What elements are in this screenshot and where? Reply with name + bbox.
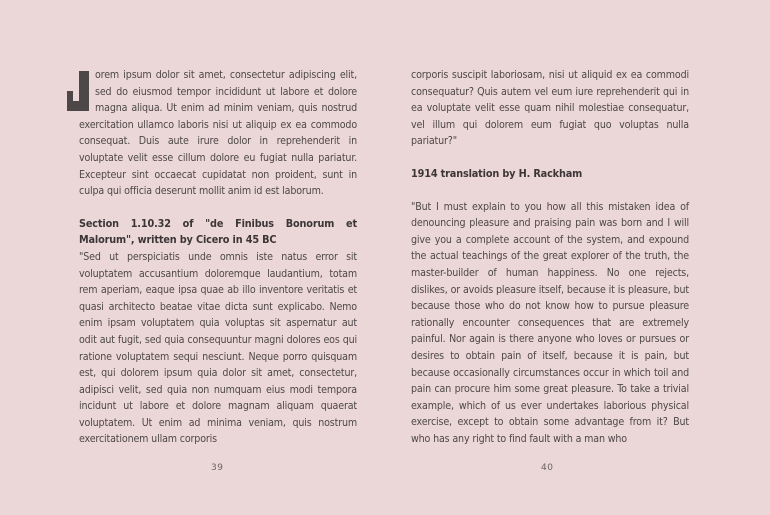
intro-paragraph: orem ipsum dolor sit amet, consectetur adipiscing elit, sed do eiusmod tempor incididunt ut labore et dolore magna aliqua. Ut enim ad minim veniam, quis nostrud exercitation ullamco laboris nisi ut aliquip ex ea commodo consequat. Duis aute irure dolor in reprehenderit in voluptate velit esse cillum dolore eu fugiat nulla pariatur. Excepteur sint occaecat cupidatat non proident, sunt in culpa qui officia deserunt mollit anim id est laborum. bbox=[79, 69, 357, 198]
right-page bbox=[411, 67, 689, 447]
translation-heading: 1914 translation by H. Rackham bbox=[411, 166, 583, 180]
dropcap-letter-graphic bbox=[67, 71, 89, 111]
translation-body: "But I must explain to you how all this mistaken idea of denouncing pleasure and praising pain was born and I will give you a complete account of the system, and expound the actual teachings of the great explorer of the truth, the master-builder of human happiness. No one rejects, dislikes, or avoids pleasure itself, because it is pleasure, but because those who do not know how to pursue pleasure rationally encounter consequences that are extremely painful. Nor again is there anyone who loves or pursues or desires to obtain pain of itself, because it is pain, but because occasionally circumstances occur in which toil and pain can procure him some great pleasure. To take a trivial example, which of us ever undertakes laborious physical exercise, except to obtain some advantage from it? But who has any right to find fault with a man who bbox=[411, 200, 689, 445]
section-body: "Sed ut perspiciatis unde omnis iste natus error sit voluptatem accusantium doloremque laudantium, totam rem aperiam, eaque ipsa quae ab illo inventore veritatis et quasi architecto beatae vitae dicta sunt explicabo. Nemo enim ipsam voluptatem quia voluptas sit aspernatur aut odit aut fugit, sed quia consequuntur magni dolores eos qui ratione voluptatem sequi nesciunt. Neque porro quisquam est, qui dolorem ipsum quia dolor sit amet, consectetur, adipisci velit, sed quia non numquam eius modi tempora incidunt ut labore et dolore magnam aliquam quaerat voluptatem. Ut enim ad minima veniam, quis nostrum exercitationem ullam corporis bbox=[79, 250, 357, 446]
left-page bbox=[79, 67, 357, 448]
page-number-left: 39 bbox=[211, 463, 224, 473]
page-number-right: 40 bbox=[541, 463, 554, 473]
continuation-paragraph: corporis suscipit laboriosam, nisi ut aliquid ex ea commodi consequatur? Quis autem vel eum iure reprehenderit qui in ea voluptate velit esse quam nihil molestiae consequatur, vel illum qui dolorem eum fugiat quo voluptas nulla pariatur?" bbox=[411, 69, 689, 148]
intro-paragraph-block bbox=[79, 67, 357, 200]
section-heading: Section 1.10.32 of "de Finibus Bonorum et Malorum", written by Cicero in 45 BC bbox=[79, 216, 357, 247]
